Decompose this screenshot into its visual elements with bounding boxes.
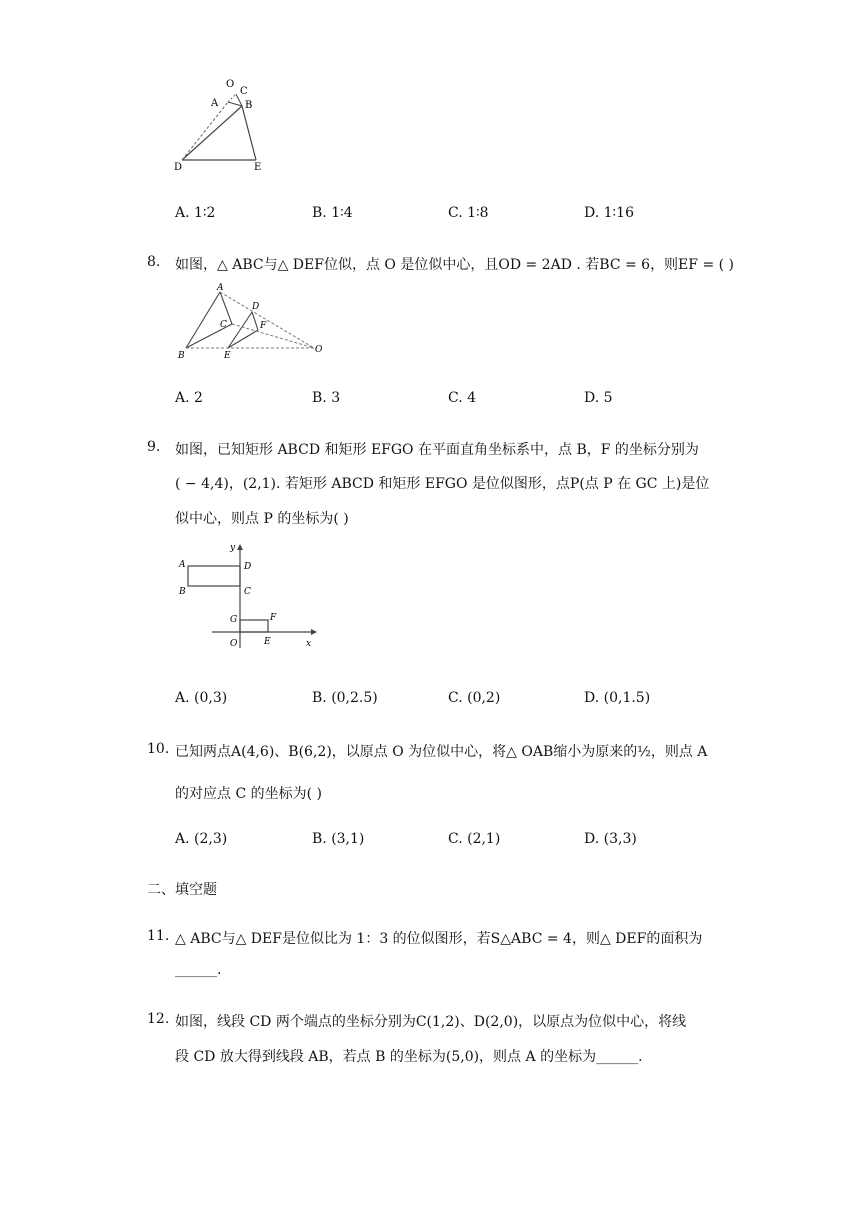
q9-option-c: C. (0,2) xyxy=(448,690,501,706)
q9-number: 9. xyxy=(147,439,161,455)
q11-number: 11. xyxy=(147,928,170,944)
q8-option-a: A. 2 xyxy=(175,390,203,406)
q10-number: 10. xyxy=(147,741,170,757)
label-G: G xyxy=(230,615,238,625)
q8-option-c: C. 4 xyxy=(448,390,477,406)
q10-line-1: 已知两点A(4,6)、B(6,2)，以原点 O 为位似中心，将△ OAB缩小为原来的½，则点 A xyxy=(175,744,708,760)
label-D: D xyxy=(244,562,252,572)
label-E: E xyxy=(264,637,271,647)
label-O: O xyxy=(315,345,323,355)
label-C: C xyxy=(240,86,248,97)
q9-option-b: B. (0,2.5) xyxy=(312,690,378,706)
q10-line-2: 的对应点 C 的坐标为( ) xyxy=(175,786,322,802)
q10-option-b: B. (3,1) xyxy=(312,831,365,847)
q9-option-a: A. (0,3) xyxy=(175,690,228,706)
q9-line-3: 似中心，则点 P 的坐标为( ) xyxy=(175,511,349,527)
q10-option-d: D. (3,3) xyxy=(584,831,637,847)
label-B: B xyxy=(178,351,185,361)
label-B: B xyxy=(179,587,186,597)
q8-option-d: D. 5 xyxy=(584,390,613,406)
q9-line-2: ( − 4,4)，(2,1). 若矩形 ABCD 和矩形 EFGO 是位似图形，点P(点 P 在 GC 上)是位 xyxy=(175,476,710,492)
label-E: E xyxy=(254,162,262,173)
q12-line-2: 段 CD 放大得到线段 AB，若点 B 的坐标为(5,0)，则点 A 的坐标为______. xyxy=(175,1049,643,1065)
q7-option-a: A. 1∶2 xyxy=(175,205,216,221)
q7-option-b: B. 1∶4 xyxy=(312,205,353,221)
label-D: D xyxy=(252,302,260,312)
label-C: C xyxy=(244,587,251,597)
q9-line-1: 如图，已知矩形 ABCD 和矩形 EFGO 在平面直角坐标系中，点 B，F 的坐标分别为 xyxy=(175,442,699,458)
label-A: A xyxy=(217,283,224,293)
label-C: C xyxy=(220,320,227,330)
label-A: A xyxy=(179,560,186,570)
section-title: 二、填空题 xyxy=(147,882,217,898)
label-O: O xyxy=(230,639,238,649)
label-x: x xyxy=(306,639,312,649)
q10-option-a: A. (2,3) xyxy=(175,831,228,847)
label-A: A xyxy=(211,98,219,109)
q10-option-c: C. (2,1) xyxy=(448,831,501,847)
q12-number: 12. xyxy=(147,1011,170,1027)
figure-q9 xyxy=(172,540,322,652)
q7-option-c: C. 1∶8 xyxy=(448,205,489,221)
figure-q7 xyxy=(168,72,278,178)
q9-option-d: D. (0,1.5) xyxy=(584,690,651,706)
q7-option-d: D. 1∶16 xyxy=(584,205,634,221)
q11-line-2: ______. xyxy=(175,962,222,978)
label-F: F xyxy=(260,321,267,331)
q8-number: 8. xyxy=(147,254,161,270)
q11-line-1: △ ABC与△ DEF是位似比为 1：3 的位似图形，若S△ABC = 4，则△ DEF的面积为 xyxy=(175,931,703,947)
label-F: F xyxy=(270,613,277,623)
label-E: E xyxy=(224,351,231,361)
figure-q8 xyxy=(172,282,332,362)
q8-option-b: B. 3 xyxy=(312,390,341,406)
label-D: D xyxy=(174,162,183,173)
q8-text: 如图，△ ABC与△ DEF位似，点 O 是位似中心，且OD = 2AD . 若BC = 6，则EF = ( ) xyxy=(175,257,735,273)
q12-line-1: 如图，线段 CD 两个端点的坐标分别为C(1,2)、D(2,0)，以原点为位似中心，将线 xyxy=(175,1014,687,1030)
label-y: y xyxy=(230,543,236,553)
label-O: O xyxy=(226,79,235,90)
label-B: B xyxy=(245,100,253,111)
